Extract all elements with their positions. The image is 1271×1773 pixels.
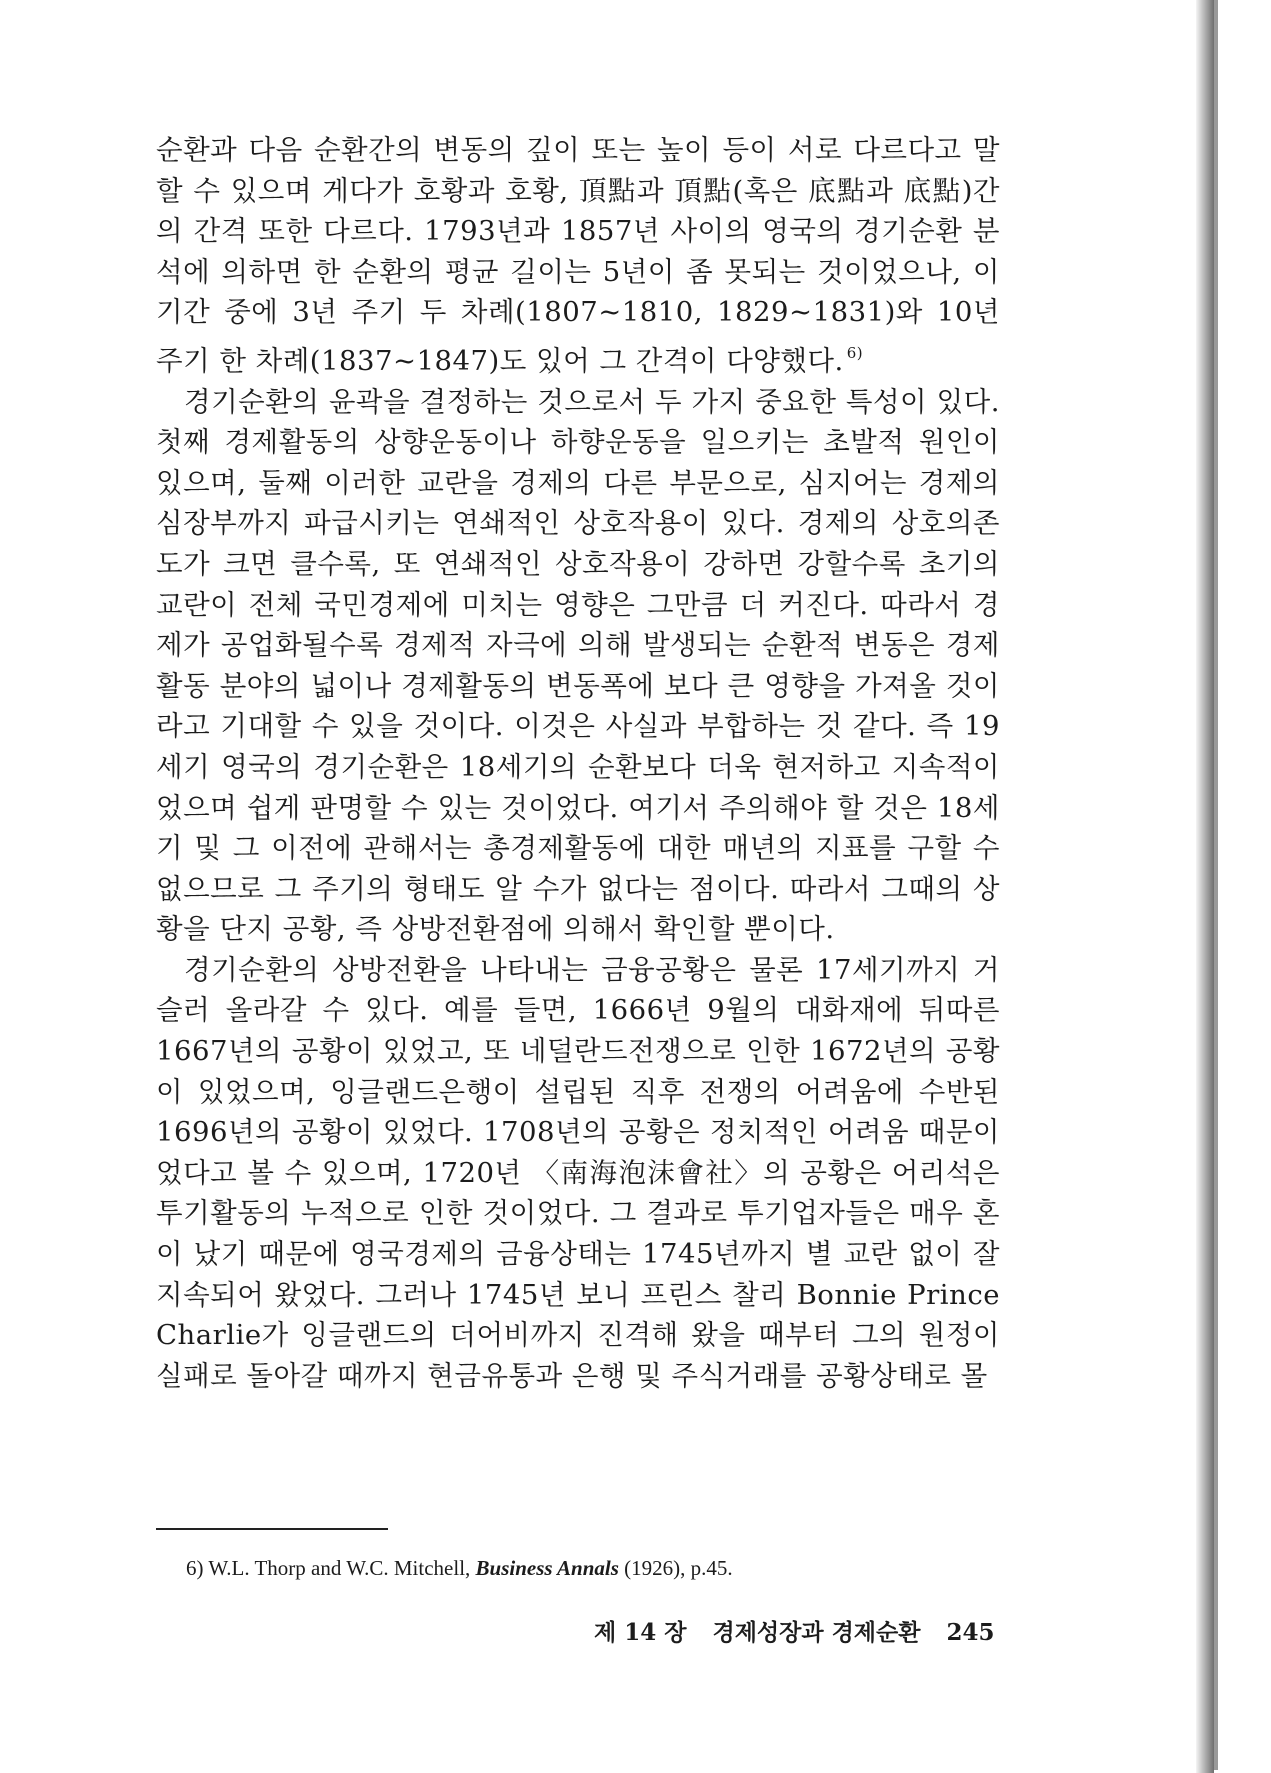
paragraph-1 bbox=[156, 130, 1000, 382]
footnote-authors: W.L. Thorp and W.C. Mitchell, bbox=[208, 1556, 471, 1580]
paragraph-3: 경기순환의 상방전환을 나타내는 금융공황은 물론 17세기까지 거슬러 올라갈 수 있다. 예를 들면, 1666년 9월의 대화재에 뒤따른 1667년의 공황이 있었고, 또 네덜란드전쟁으로 인한 1672년의 공황이 있었으며, 잉글랜드은행이 설립된 직후 전쟁의 어려움에 수반된 1696년의 공황이 있었다. 1708년의 공황은 정치적인 어려움 때문이었다고 볼 수 있으며, 1720년 〈南海泡沫會社〉의 공황은 어리석은 투기활동의 누적으로 인한 것이었다. 그 결과로 투기업자들은 매우 혼이 났기 때문에 영국경제의 금융상태는 1745년까지 별 교란 없이 잘 지속되어 왔었다. 그러나 1745년 보니 프린스 찰리 Bonnie Prince Charlie가 잉글랜드의 더어비까지 진격해 왔을 때부터 그의 원정이 실패로 돌아갈 때까지 현금유통과 은행 및 주식거래를 공황상태로 몰 bbox=[156, 953, 1000, 1392]
page-number: 245 bbox=[946, 1619, 995, 1646]
paragraph-1-text: 순환과 다음 순환간의 변동의 깊이 또는 높이 등이 서로 다르다고 말할 수 있으며 게다가 호황과 호황, 頂點과 頂點(혹은 底點과 底點)간의 간격 또한 다르다. 1793년과 1857년 사이의 영국의 경기순환 분석에 의하면 한 순환의 평균 길이는 5년이 좀 못되는 것이었으나, 이 기간 중에 3년 주기 두 차례(1807~1810, 1829~1831)와 10년 주기 한 차례(1837~1847)도 있어 그 간격이 다양했다. bbox=[156, 134, 1000, 377]
footnote-marker: 6) bbox=[846, 343, 864, 362]
footnote-year-page: (1926), p.45. bbox=[624, 1556, 733, 1580]
footnote bbox=[186, 1556, 733, 1581]
footer-chapter: 제 14 장 bbox=[594, 1619, 687, 1646]
running-footer bbox=[594, 1614, 1013, 1647]
body-text bbox=[156, 130, 1000, 1396]
footnote-divider bbox=[156, 1528, 388, 1530]
paragraph-2: 경기순환의 윤곽을 결정하는 것으로서 두 가지 중요한 특성이 있다. 첫째 경제활동의 상향운동이나 하향운동을 일으키는 초발적 원인이 있으며, 둘째 이러한 교란을 경제의 다른 부문으로, 심지어는 경제의 심장부까지 파급시키는 연쇄적인 상호작용이 있다. 경제의 상호의존도가 크면 클수록, 또 연쇄적인 상호작용이 강하면 강할수록 초기의 교란이 전체 국민경제에 미치는 영향은 그만큼 더 커진다. 따라서 경제가 공업화될수록 경제적 자극에 의해 발생되는 순환적 변동은 경제활동 분야의 넓이나 경제활동의 변동폭에 보다 큰 영향을 가져올 것이라고 기대할 수 있을 것이다. 이것은 사실과 부합하는 것 같다. 즉 19세기 영국의 경기순환은 18세기의 순환보다 더욱 현저하고 지속적이었으며 쉽게 판명할 수 있는 것이었다. 여기서 주의해야 할 것은 18세기 및 그 이전에 관해서는 총경제활동에 대한 매년의 지표를 구할 수 없으므로 그 주기의 형태도 알 수가 없다는 점이다. 따라서 그때의 상황을 단지 공황, 즉 상방전환점에 의해서 확인할 뿐이다. bbox=[156, 385, 1000, 946]
footnote-number: 6) bbox=[186, 1556, 204, 1580]
page-edge-shadow bbox=[1196, 0, 1214, 1773]
footnote-title: Business Annals bbox=[475, 1556, 619, 1580]
footer-chapter-title: 경제성장과 경제순환 bbox=[712, 1619, 921, 1646]
